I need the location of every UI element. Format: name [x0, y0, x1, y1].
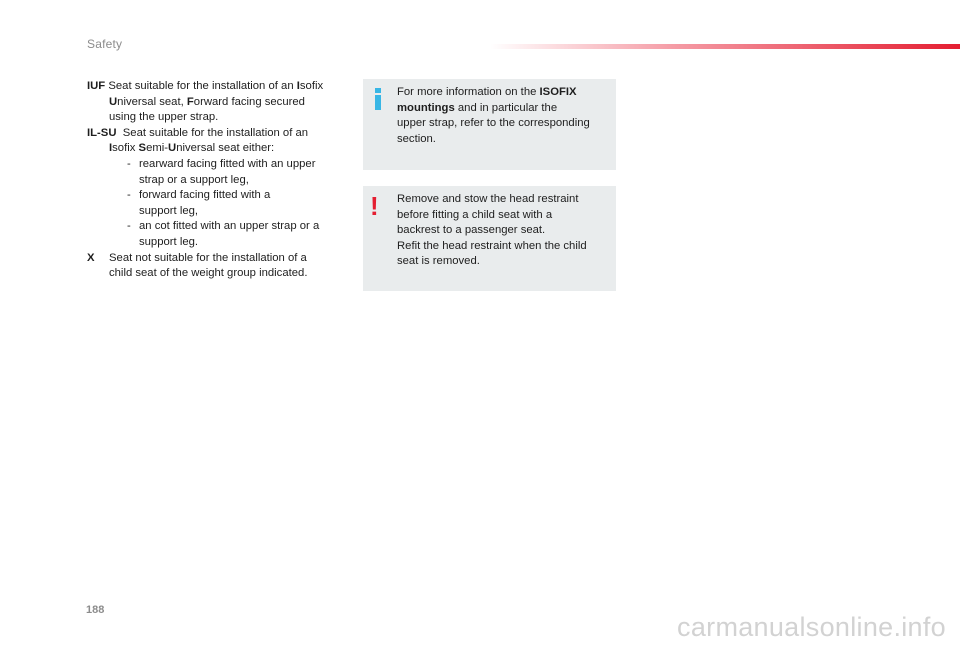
page-number: 188 — [86, 604, 105, 616]
info-text — [397, 85, 609, 147]
bullet-continuation: strap or a support leg, — [139, 173, 249, 186]
iuf-emph: I — [296, 80, 300, 92]
bullet-text: an cot fitted with an upper strap or a — [139, 220, 320, 233]
ilsu-text: niversal seat either: — [176, 142, 275, 155]
info-text-span: For more information on the — [397, 86, 540, 98]
legend-entry-iuf — [87, 79, 352, 126]
warning-icon: ! — [370, 191, 379, 221]
bullet-dash: - — [127, 189, 131, 202]
bullet-continuation: support leg, — [139, 204, 199, 217]
ilsu-bullet — [87, 219, 352, 235]
info-line: section. — [397, 132, 436, 145]
bullet-continuation: support leg. — [139, 235, 199, 248]
legend-entry-ilsu — [87, 126, 352, 251]
ilsu-line-2 — [87, 141, 352, 157]
ilsu-line-1 — [87, 126, 352, 142]
warning-line: seat is removed. — [397, 255, 480, 268]
x-code: X — [87, 251, 95, 264]
warning-line: Refit the head restraint when the child — [397, 239, 587, 252]
iuf-text: Seat suitable for the installation of an — [105, 80, 297, 92]
info-box — [363, 79, 616, 170]
x-text: Seat not suitable for the installation of a — [109, 251, 307, 264]
iuf-line-1 — [87, 79, 352, 95]
bullet-dash: - — [127, 157, 131, 170]
warning-line: backrest to a passenger seat. — [397, 224, 546, 237]
info-line — [397, 85, 609, 101]
ilsu-emph: I — [109, 142, 113, 155]
iuf-line-3: using the upper strap. — [109, 111, 219, 124]
iuf-emph: F — [186, 95, 194, 108]
ilsu-code: IL-SU — [87, 126, 117, 139]
iuf-text: sofix — [299, 80, 324, 92]
info-text-span: and in particular the — [454, 101, 558, 114]
iuf-emph: U — [109, 95, 118, 108]
info-icon — [371, 88, 385, 110]
ilsu-bullet — [87, 157, 352, 173]
info-emph: ISOFIX — [539, 86, 577, 98]
bullet-dash: - — [127, 220, 131, 233]
ilsu-text: emi- — [146, 142, 169, 155]
ilsu-emph: S — [138, 142, 147, 155]
warning-line: before fitting a child seat with a — [397, 208, 553, 221]
info-line: upper strap, refer to the corresponding — [397, 117, 590, 130]
iuf-line-2 — [87, 95, 352, 111]
bullet-text: rearward facing fitted with an upper — [139, 157, 316, 170]
ilsu-text: sofix — [112, 142, 139, 155]
legend-entry-x — [87, 251, 352, 282]
ilsu-bullet — [87, 188, 352, 204]
info-emph: mountings — [397, 101, 455, 114]
section-title: Safety — [87, 37, 123, 51]
iuf-code: IUF — [87, 80, 106, 92]
seat-legend — [87, 79, 352, 282]
iuf-text: niversal seat, — [117, 95, 187, 108]
warning-box — [363, 186, 616, 291]
warning-text — [397, 192, 609, 270]
watermark: carmanualsonline.info — [677, 612, 946, 642]
x-line-2: child seat of the weight group indicated. — [109, 267, 308, 280]
warning-line: Remove and stow the head restraint — [397, 193, 579, 205]
x-line-1 — [87, 251, 352, 267]
iuf-text: orward facing secured — [193, 95, 305, 108]
info-line — [397, 101, 609, 117]
ilsu-emph: U — [168, 142, 177, 155]
bullet-text: forward facing fitted with a — [139, 189, 271, 202]
ilsu-text: Seat suitable for the installation of an — [116, 126, 309, 139]
header-accent-bar — [490, 44, 960, 49]
